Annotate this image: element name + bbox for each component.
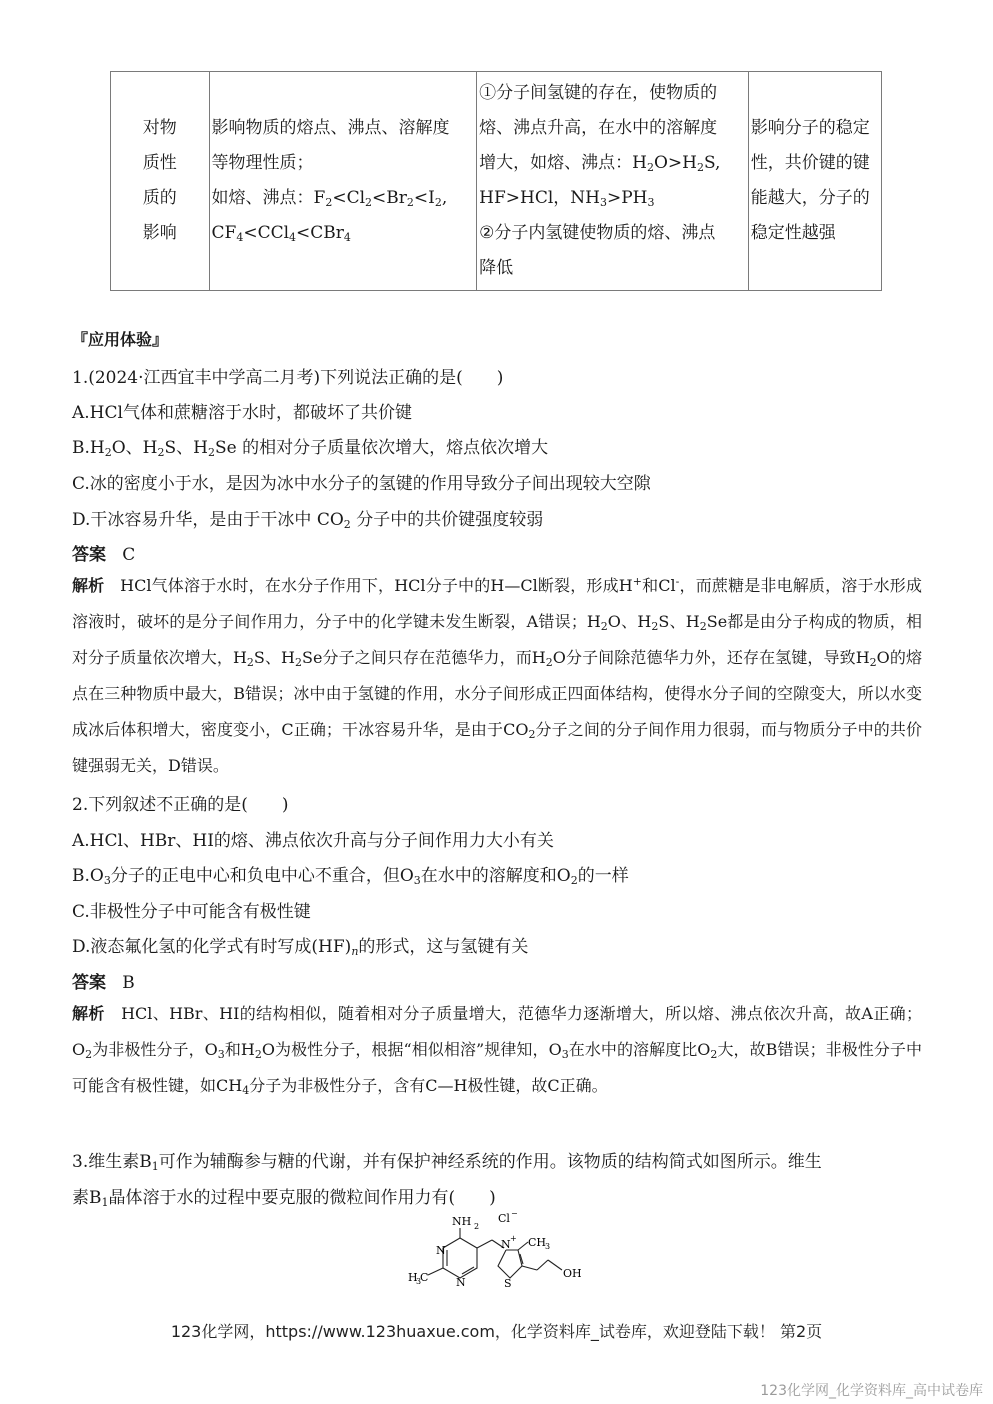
explanation-text: HCl、HBr、HI的结构相似，随着相对分子质量增大，范德华力逐渐增大，所以熔、沸点依次升高，故A正确； <box>121 1004 922 1023</box>
q2-option-b-text: 的一样 <box>577 866 629 886</box>
covalent-effect-cell <box>748 72 881 291</box>
answer-label: 答案 <box>72 545 106 565</box>
q3-stem-line-2: 素$B_1$晶体溶于水的过程中要克服的微粒间作用力有( ) <box>72 1188 496 1209</box>
q2-option-d-text: D.液态氟化氢的化学式有时写成(HF) <box>72 937 352 957</box>
explanation-label: 解析 <box>72 1004 105 1023</box>
answer-value: B <box>122 973 135 993</box>
explanation-label: 解析 <box>72 576 105 595</box>
explanation-text: ，而蔗糖是非电解质，溶于水形成溶液时，破坏的是分子间作用力，分子中的化学键未发生断裂，A错误； <box>72 576 922 631</box>
cell-text: 影响分子的稳定 <box>750 118 870 138</box>
q3-stem-text: 3.维生素 <box>72 1152 140 1172</box>
explanation-text: 分子为非极性分子，含有C—H极性键，故C正确。 <box>249 1076 608 1095</box>
q1-option-c: C.冰的密度小于水，是因为冰中水分子的氢键的作用导致分子间出现较大空隙 <box>72 474 651 494</box>
cell-text: ①分子间氢键的存在，使物质的 <box>479 83 718 103</box>
cell-text: 影响物质的熔点、沸点、溶解度 <box>211 118 450 138</box>
formula: $CF_4<CCl_4<CBr_4$ <box>211 223 351 244</box>
formula: $F_2<Cl_2<Br_2<I_2$, <box>313 188 448 209</box>
explanation-text: 为非极性分子， <box>92 1040 205 1059</box>
cell-text: 增大，如熔、沸点： <box>479 153 633 173</box>
row-label-line: 对物 <box>142 118 177 138</box>
cell-text: 稳定性越强 <box>750 223 836 243</box>
q1-explanation: 解析 HCl气体溶于水时，在水分子作用下，HCl分子中的H—Cl断裂，形成H+和Cl-，而蔗糖是非电解质，溶于水形成溶液时，破坏的是分子间作用力，分子中的化学键未发生断裂，A错误；$H_2O$、$H_2S$、$H_2Se$都是由分子构成的物质，相对分子质量依次增大，$H_2S$、$H_2Se$分子之间只存在范德华力，而$H_2O$分子间除范德华力外，还存在氢键，导致$H_2O$的熔点在三种物质中最大，B错误；冰中由于氢键的作用，水分子间形成正四面体结构，使得水分子间的空隙变大，所以水变成冰后体积增大，密度变小，C正确；干冰容易升华，是由于$CO_2$分子之间的分子间作用力很弱，而与物质分子中的共价键强弱无关，D错误。 <box>72 575 922 775</box>
row-label-cell <box>111 72 210 291</box>
formula: $H_2O>H_2S$, <box>632 153 721 174</box>
comparison-table <box>110 71 882 291</box>
answer-label: 答案 <box>72 973 106 993</box>
cell-text: ②分子内氢键使物质的熔、沸点 <box>479 223 716 243</box>
structure-superscript: − <box>511 1209 518 1218</box>
cell-text: 熔、沸点升高，在水中的溶解度 <box>479 118 718 138</box>
structure-label: H <box>408 1271 418 1284</box>
answer-value: C <box>122 545 136 565</box>
q2-option-a: A.HCl、HBr、HI的熔、沸点依次升高与分子间作用力大小有关 <box>72 831 554 851</box>
structure-label: N <box>456 1276 466 1289</box>
q1-option-d-text: 分子中的共价键强度较弱 <box>356 510 544 530</box>
table-row <box>111 72 882 291</box>
cell-text: 等物理性质； <box>211 153 314 173</box>
vdw-effect-cell <box>209 72 477 291</box>
vitamin-b1-structure <box>400 1208 600 1290</box>
explanation-text: 为极性分子，根据“相似相溶”规律知， <box>274 1040 549 1059</box>
section-title: 『应用体验』 <box>72 330 169 349</box>
cell-text: 能越大，分子的 <box>750 188 870 208</box>
structure-label: N <box>501 1238 511 1251</box>
q1-answer <box>72 540 135 565</box>
explanation-text: 在水中的溶解度比 <box>568 1040 698 1059</box>
q1-option-b: $B.H_2O$、$H_2S$、$H_2Se$ 的相对分子质量依次增大，熔点依次增大 <box>72 438 549 459</box>
explanation-text: HCl气体溶于水时，在水分子作用下，HCl分子中的H—Cl断裂，形成 <box>120 576 619 595</box>
page-footer: 123化学网，https://www.123huaxue.com，化学资料库_试卷库，欢迎登陆下载！ 第2页 <box>170 1322 823 1341</box>
row-label-line: 质的 <box>142 188 177 208</box>
q3-stem-text: 可作为辅酶参与糖的代谢，并有保护神经系统的作用。该物质的结构简式如图所示。维生 <box>158 1152 822 1172</box>
structure-label: C <box>420 1271 429 1284</box>
explanation-text: 分子之间只存在范德华力，而 <box>322 648 532 667</box>
structure-label: N <box>436 1244 446 1257</box>
watermark: 123化学网_化学资料库_高中试卷库 <box>760 1383 983 1399</box>
q2-option-b-text: 分子的正电中心和负电中心不重合，但 <box>110 866 400 886</box>
structure-label: NH <box>452 1215 472 1228</box>
q1-option-d-text: D.干冰容易升华，是由于干冰中 <box>72 510 312 530</box>
structure-label: S <box>504 1277 512 1290</box>
structure-subscript: 3 <box>416 1277 422 1286</box>
q3-stem-text: 素 <box>72 1188 89 1208</box>
formula: HF>HCl，$NH_3>PH_3$ <box>479 188 655 209</box>
explanation-text: 大，故B错误；非极性分子中可能含有极性键，如 <box>72 1040 922 1095</box>
structure-label: CH <box>528 1236 547 1249</box>
hbond-effect-cell <box>477 72 749 291</box>
structure-subscript: 2 <box>474 1222 480 1231</box>
q2-option-b: $B.O_3$分子的正电中心和负电中心不重合，但$O_3$在水中的溶解度和$O_2$的一样 <box>72 866 629 887</box>
structure-label: Cl <box>498 1212 510 1225</box>
cell-text: 如熔、沸点： <box>211 188 314 208</box>
cell-text: 降低 <box>479 258 514 278</box>
q2-option-d-text: 的形式，这与氢键有关 <box>358 937 529 957</box>
q2-option-c: C.非极性分子中可能含有极性键 <box>72 902 311 922</box>
structure-label: OH <box>563 1267 582 1280</box>
row-label-line: 影响 <box>142 223 177 243</box>
explanation-text: 分子间除范德华力外，还存在氢键，导致 <box>565 648 856 667</box>
q2-option-b-text: 在水中的溶解度和 <box>420 866 557 886</box>
structure-superscript: + <box>510 1234 517 1243</box>
explanation-text: 都是由分子构成的物质，相对分子质量依次增大， <box>72 612 922 667</box>
q1-option-d: D.干冰容易升华，是由于干冰中 $CO_2$ 分子中的共价键强度较弱 <box>72 510 544 531</box>
q2-explanation: 解析 HCl、HBr、HI的结构相似，随着相对分子质量增大，范德华力逐渐增大，所以熔、沸点依次升高，故A正确；$O_2$为非极性分子，$O_3$和$H_2O$为极性分子，根据“相似相溶”规律知，$O_3$在水中的溶解度比$O_2$大，故B错误；非极性分子中可能含有极性键，如$CH_4$分子为非极性分子，含有C—H极性键，故C正确。 <box>72 1004 922 1097</box>
q2-stem: 2.下列叙述不正确的是( ) <box>72 795 289 815</box>
q3-stem-text: 晶体溶于水的过程中要克服的微粒间作用力有( ) <box>108 1188 496 1208</box>
cell-text: 性，共价键的键 <box>750 153 870 173</box>
q1-option-a: A.HCl气体和蔗糖溶于水时，都破坏了共价键 <box>72 403 412 423</box>
row-label-line: 质性 <box>142 153 177 173</box>
q1-option-b-text: 的相对分子质量依次增大，熔点依次增大 <box>242 438 549 458</box>
explanation-text: 分子之间的分子间作用力很弱，而与物质分子中的共价键强弱无关，D错误。 <box>72 720 922 775</box>
structure-subscript: 3 <box>545 1242 551 1251</box>
q3-stem-line-1: 3.维生素$B_1$可作为辅酶参与糖的代谢，并有保护神经系统的作用。该物质的结构简式如图所示。维生 <box>72 1152 822 1173</box>
q2-option-d: D.液态氟化氢的化学式有时写成$(HF)_n$的形式，这与氢键有关 <box>72 937 529 958</box>
q1-stem: 1.(2024·江西宜丰中学高二月考)下列说法正确的是( ) <box>72 368 504 388</box>
explanation-text: 的熔点在三种物质中最大，B错误；冰中由于氢键的作用，水分子间形成正四面体结构，使得水分子间的空隙变大，所以水变成冰后体积增大，密度变小，C正确；干冰容易升华，是由于 <box>72 648 922 739</box>
q2-answer <box>72 968 135 993</box>
